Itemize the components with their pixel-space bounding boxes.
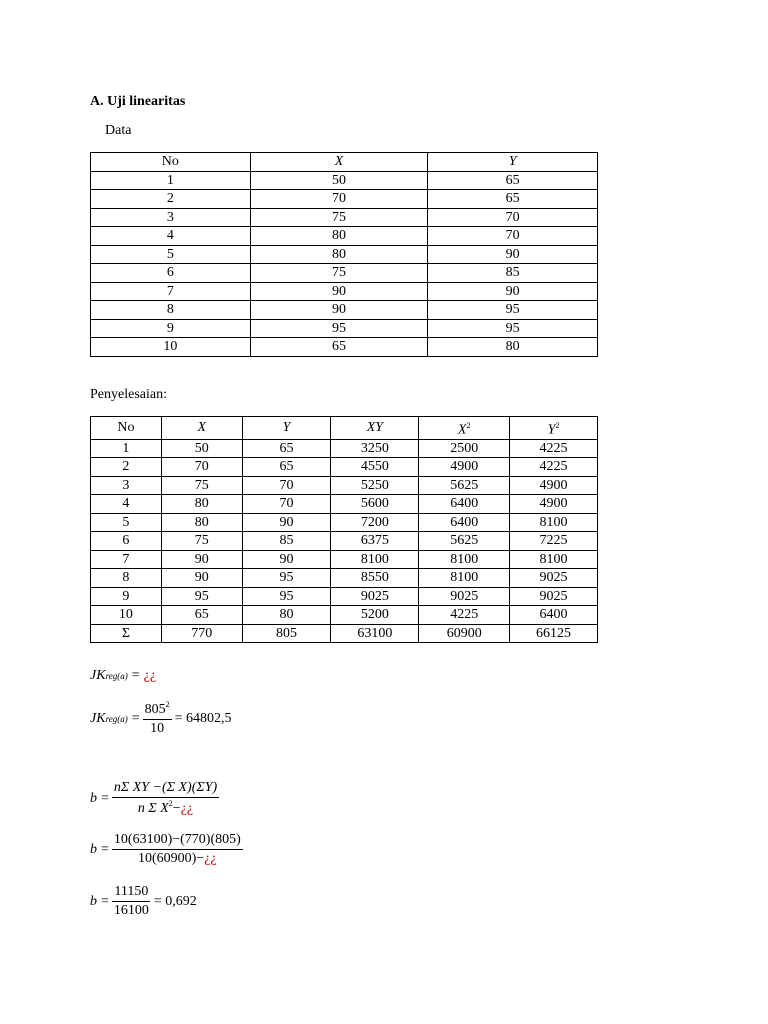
- column-header-x: X: [161, 417, 242, 440]
- table-cell: 5200: [331, 606, 419, 625]
- solution-label: Penyelesaian:: [90, 387, 167, 402]
- table-cell: 6400: [419, 495, 510, 514]
- denominator-minus: −: [172, 801, 181, 816]
- table-cell: 75: [161, 476, 242, 495]
- eq-error-glyph: ¿¿: [204, 851, 217, 866]
- table-row: [91, 171, 598, 190]
- table-cell: 60900: [419, 624, 510, 643]
- table-row: [91, 264, 598, 283]
- table-cell: 5625: [419, 476, 510, 495]
- table-cell: 95: [242, 587, 331, 606]
- table-cell: 90: [242, 550, 331, 569]
- column-header-y-squared: [510, 417, 598, 440]
- table-cell: 4900: [510, 476, 598, 495]
- equation-jk-reg-a: [90, 668, 156, 684]
- table-row: [91, 208, 598, 227]
- table-cell: 4: [91, 227, 251, 246]
- table-cell: 65: [242, 458, 331, 477]
- table-cell: 8100: [331, 550, 419, 569]
- fraction-numerator: 10(63100)−(770)(805): [112, 832, 243, 850]
- fraction: [112, 832, 243, 867]
- table-cell: 2: [91, 458, 162, 477]
- table-row: [91, 458, 598, 477]
- column-header-y: Y: [428, 153, 598, 172]
- solution-table: [90, 416, 598, 643]
- table-cell: 4225: [510, 439, 598, 458]
- table-cell: 6400: [510, 606, 598, 625]
- table-cell: 4225: [419, 606, 510, 625]
- table-cell: 75: [250, 208, 428, 227]
- table-cell: 9025: [510, 569, 598, 588]
- table-cell: 10: [91, 338, 251, 357]
- fraction: [112, 780, 219, 817]
- column-header-y: Y: [242, 417, 331, 440]
- table-cell: 95: [428, 319, 598, 338]
- eq-equals: =: [131, 710, 140, 726]
- table-cell: 7: [91, 282, 251, 301]
- column-header-no: No: [91, 417, 162, 440]
- table-cell: 4900: [419, 458, 510, 477]
- table-cell: 70: [428, 227, 598, 246]
- table-cell: 10: [91, 606, 162, 625]
- table-cell: 4900: [510, 495, 598, 514]
- column-header-x-squared: [419, 417, 510, 440]
- table-row: [91, 338, 598, 357]
- eq-result: = 0,692: [153, 893, 197, 909]
- table-row: [91, 227, 598, 246]
- table-cell: 80: [242, 606, 331, 625]
- equation-b-formula: [90, 780, 222, 817]
- table-cell: 90: [428, 245, 598, 264]
- table-cell: 65: [428, 171, 598, 190]
- data-label: Data: [105, 123, 132, 138]
- eq-result: = 64802,5: [174, 710, 232, 726]
- table-header-row: [91, 417, 598, 440]
- fraction-denominator: 16100: [113, 903, 149, 918]
- table-cell: 70: [250, 190, 428, 209]
- table-cell: 3: [91, 476, 162, 495]
- table-cell: 70: [242, 476, 331, 495]
- table-row: [91, 301, 598, 320]
- equation-b-result: [90, 884, 197, 919]
- fraction-denominator: [136, 850, 219, 867]
- table-cell: 65: [242, 439, 331, 458]
- table-cell: 95: [250, 319, 428, 338]
- table-row: [91, 495, 598, 514]
- table-cell: 75: [161, 532, 242, 551]
- table-cell: 6375: [331, 532, 419, 551]
- table-header-row: [91, 153, 598, 172]
- column-header-no: No: [91, 153, 251, 172]
- table-cell: 8: [91, 301, 251, 320]
- eq-lhs: JK: [90, 668, 106, 683]
- table-cell: 65: [428, 190, 598, 209]
- eq-error-glyph: ¿¿: [180, 801, 194, 816]
- table-row: [91, 606, 598, 625]
- table-cell: 80: [250, 227, 428, 246]
- table-cell: 95: [428, 301, 598, 320]
- table-cell: 90: [161, 569, 242, 588]
- table-cell: 7: [91, 550, 162, 569]
- table-cell: 6400: [419, 513, 510, 532]
- table-cell: 770: [161, 624, 242, 643]
- table-cell: 66125: [510, 624, 598, 643]
- eq-equals: =: [101, 893, 109, 909]
- table-cell: 70: [428, 208, 598, 227]
- table-cell: 1: [91, 439, 162, 458]
- table-cell: 805: [242, 624, 331, 643]
- header-base: Y: [547, 422, 556, 438]
- table-cell: 4550: [331, 458, 419, 477]
- table-cell: 85: [428, 264, 598, 283]
- header-base: X: [457, 422, 467, 438]
- table-row: [91, 282, 598, 301]
- eq-lhs: b: [90, 790, 97, 806]
- table-cell: 95: [242, 569, 331, 588]
- table-cell: 8550: [331, 569, 419, 588]
- fraction: [143, 700, 172, 737]
- table-cell: 70: [242, 495, 331, 514]
- denominator-text: 10(60900)−: [138, 851, 205, 866]
- table-cell: 3: [91, 208, 251, 227]
- data-table: [90, 152, 598, 357]
- column-header-x: X: [250, 153, 428, 172]
- table-cell: 9: [91, 319, 251, 338]
- table-row: [91, 587, 598, 606]
- table-row: [91, 550, 598, 569]
- eq-lhs: JK: [90, 710, 106, 726]
- table-cell: 9025: [331, 587, 419, 606]
- eq-error-glyph: ¿¿: [143, 668, 157, 683]
- table-cell: 50: [161, 439, 242, 458]
- fraction-numerator: [143, 700, 172, 720]
- table-cell: 95: [161, 587, 242, 606]
- table-cell: 50: [250, 171, 428, 190]
- fraction-numerator: nΣ XY −(Σ X)(ΣY): [112, 780, 219, 798]
- table-cell: 63100: [331, 624, 419, 643]
- equation-jk-reg-a-value: [90, 700, 232, 737]
- table-cell: 80: [428, 338, 598, 357]
- eq-subscript: reg(a): [105, 713, 128, 724]
- table-row: [91, 245, 598, 264]
- fraction-numerator: 11150: [112, 884, 150, 902]
- eq-subscript: reg(a): [105, 671, 128, 681]
- table-cell: 65: [161, 606, 242, 625]
- table-cell: 3250: [331, 439, 419, 458]
- numerator-exponent: 2: [165, 700, 170, 709]
- table-cell: 75: [250, 264, 428, 283]
- table-cell: 8: [91, 569, 162, 588]
- table-cell: 8100: [510, 513, 598, 532]
- fraction: [112, 884, 151, 919]
- table-cell: 2: [91, 190, 251, 209]
- table-cell: 9: [91, 587, 162, 606]
- table-row: [91, 190, 598, 209]
- table-cell: 4225: [510, 458, 598, 477]
- table-cell: 9025: [419, 587, 510, 606]
- section-heading: A. Uji linearitas: [90, 94, 186, 109]
- table-cell: 6: [91, 532, 162, 551]
- table-cell: 7200: [331, 513, 419, 532]
- fraction-denominator: 10: [150, 721, 165, 736]
- table-cell: 5625: [419, 532, 510, 551]
- table-cell: 5: [91, 513, 162, 532]
- equation-b-substituted: [90, 832, 246, 867]
- table-cell: 6: [91, 264, 251, 283]
- table-cell: 8100: [419, 569, 510, 588]
- table-cell: 4: [91, 495, 162, 514]
- table-row: [91, 569, 598, 588]
- table-row: [91, 439, 598, 458]
- table-cell: 2500: [419, 439, 510, 458]
- table-cell: 85: [242, 532, 331, 551]
- table-cell: 80: [250, 245, 428, 264]
- eq-lhs: b: [90, 893, 97, 909]
- table-cell: 90: [242, 513, 331, 532]
- eq-equals: =: [101, 790, 109, 806]
- table-cell: 5: [91, 245, 251, 264]
- table-cell: 8100: [510, 550, 598, 569]
- table-cell: 70: [161, 458, 242, 477]
- numerator-base: 805: [144, 702, 166, 717]
- denominator-base: n Σ X: [137, 801, 169, 816]
- table-cell: 90: [250, 282, 428, 301]
- table-row: [91, 532, 598, 551]
- fraction-denominator: [136, 798, 195, 817]
- table-cell: 90: [250, 301, 428, 320]
- table-cell: 90: [428, 282, 598, 301]
- eq-equals: =: [131, 668, 140, 683]
- table-cell: 9025: [510, 587, 598, 606]
- table-cell: Σ: [91, 624, 162, 643]
- table-row: [91, 624, 598, 643]
- table-cell: 5250: [331, 476, 419, 495]
- table-cell: 65: [250, 338, 428, 357]
- eq-equals: =: [101, 841, 109, 857]
- table-cell: 5600: [331, 495, 419, 514]
- denominator-exponent: 2: [168, 799, 173, 808]
- table-cell: 1: [91, 171, 251, 190]
- table-cell: 7225: [510, 532, 598, 551]
- table-cell: 8100: [419, 550, 510, 569]
- table-row: [91, 319, 598, 338]
- table-row: [91, 476, 598, 495]
- header-exponent: 2: [555, 421, 560, 430]
- table-cell: 80: [161, 495, 242, 514]
- column-header-xy: XY: [331, 417, 419, 440]
- table-cell: 80: [161, 513, 242, 532]
- table-row: [91, 513, 598, 532]
- table-cell: 90: [161, 550, 242, 569]
- eq-lhs: b: [90, 841, 97, 857]
- header-exponent: 2: [466, 421, 471, 430]
